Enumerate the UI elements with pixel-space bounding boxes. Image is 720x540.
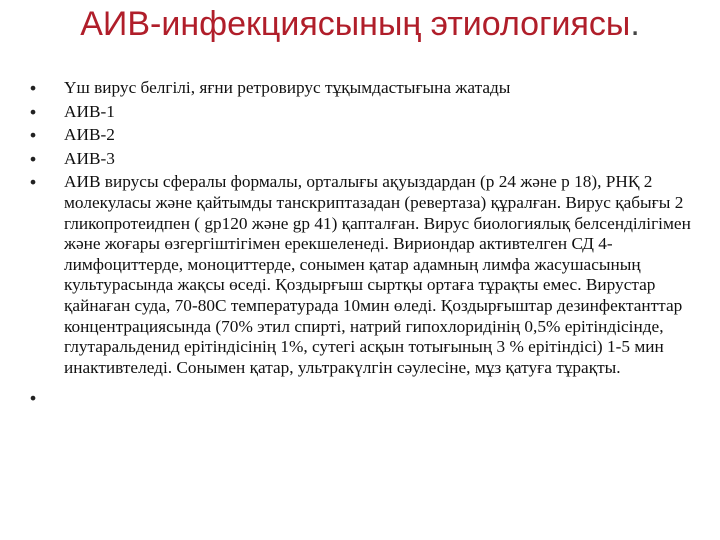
list-item-text: АИВ-1 <box>64 101 115 121</box>
list-item <box>30 125 700 146</box>
list-item <box>30 149 700 170</box>
slide-title-period: . <box>630 5 640 43</box>
list-item-text: АИВ-3 <box>64 148 115 168</box>
slide-title <box>0 4 720 44</box>
bullet-icon: • <box>30 125 37 146</box>
list-item <box>30 172 700 378</box>
list-item-empty <box>30 388 700 408</box>
bullet-icon: • <box>30 78 37 98</box>
bullet-icon: • <box>30 172 37 193</box>
list-item-text: АИВ вирусы сфералы формалы, орталығы ақуыздардан (р 24 және р 18), РНҚ 2 молекуласы және қайтымды танскриптазадан (ревертаза) құралған. Вирус қабығы 2 гликопротеидпен ( gp120 және gp 41) қапталған. Вирус биологиялық белсенділігімен және жоғары өзгергіштігімен ерекшеленеді. Вириондар активтелген СД 4-лимфоциттерде, моноциттерде, сонымен қатар адамның лимфа жасушасының культурасында жақсы өседі. Қоздырғыш сыртқы ортаға тұрақты емес. Вирустар қайнаған суда, 70-80С температурада 10мин өледі. Қоздырғыштар дезинфектанттар концентрациясында (70% этил спирті, натрий гипохлоридінің 0,5% ерітіндісінде, глутаральденид ерітіндісінің 1%, сутегі асқын тотығының 3 % ерітіндісі) 1-5 мин инактивтеледі. Сонымен қатар, ультракүлгін сәулесіне, мұз қатуға тұрақты. <box>64 172 691 377</box>
bullet-icon: • <box>30 388 37 409</box>
list-item-text: Үш вирус белгілі, яғни ретровирус тұқымдастығына жатады <box>64 78 511 97</box>
bullet-icon: • <box>30 101 37 122</box>
list-item <box>30 78 700 99</box>
bullet-list <box>30 78 700 411</box>
bullet-icon: • <box>30 148 37 169</box>
list-item <box>30 102 700 123</box>
list-item-text: АИВ-2 <box>64 125 115 145</box>
slide-title-text: АИВ-инфекциясының этиологиясы <box>80 5 631 43</box>
